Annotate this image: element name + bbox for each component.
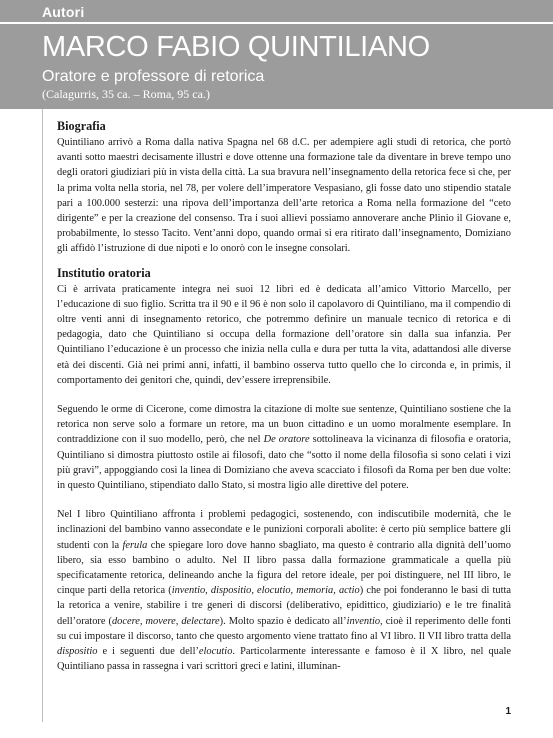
spacer: [57, 257, 511, 265]
institutio-paragraph-2: [57, 402, 511, 493]
institutio-paragraph-3: [57, 507, 511, 674]
page-header: [0, 0, 553, 109]
institutio-heading: Institutio oratoria: [57, 265, 151, 280]
text-run: ) che poi fonderanno le basi di tutta la retorica a venire, stabilire i tre generi di discorsi (deliberativo, epidittico, giudiziario) e le tre finalità dell’oratore (: [57, 585, 511, 627]
page-number: 1: [505, 706, 511, 717]
italic-term-parts: inventio, dispositio, elocutio, memoria, actio: [171, 585, 360, 597]
italic-term-elocutio: elocutio: [198, 646, 233, 658]
margin-rule: [42, 109, 43, 722]
spacer: [57, 388, 511, 402]
text-run: che spiegare loro dove hanno sbagliato, ma questo è contrario alla dignità dell’uomo libero, sia esso bambino o adulto. Nel II libro passa dalla formazione grammaticale a quella più specificatamente retorica, delineando anche la figura del retore ideale, per poi distinguere, nel III libro, le cinque parti della retorica (: [57, 539, 512, 597]
text-run: sottolineava la vicinanza di filosofia e oratoria, Quintiliano si dimostra piuttosto ostile ai filosofi, dato che “sotto il nome della filosofia si sono celati i vizi più gravi”, appoggiando così la linea di Domiziano che aveva scacciato i filosofi da Roma per ben due volte: in questo Quintiliano, stipendiato dallo Stato, si mostra ligio alle direttive del potere.: [57, 434, 511, 492]
author-subtitle: Oratore e professore di retorica: [42, 68, 265, 85]
biografia-paragraph: Quintiliano arrivò a Roma dalla nativa Spagna nel 68 d.C. per adempiere agli studi di retorica, che portò avanti sotto maestri decisamente illustri e dove ottenne una formazione tale da diventare in breve tempo uno degli oratori giudiziari più in vista della città. La sua bravura nell’insegnamento della retorica fece sì che, per la prima volta nella storia, nel 78, per volere dell’imperatore Vespasiano, gli fosse dato uno stipendio statale pari a 100.000 sesterzi: una ripova dell’importanza dell’arte retorica a Roma nella formazione del “ceto dirigente” e per la creazione del consenso. Tra i suoi allievi possiamo annoverare anche Plinio il Giovane e, probabilmente, lo stesso Tacito. Vent’anni dopo, quando ormai si era ritirato dall’insegnamento, Domiziano gli affidò l’istruzione di due nipoti e lo onorò con le insegne consolari.: [57, 137, 511, 255]
institutio-paragraph-1: Ci è arrivata praticamente integra nei suoi 12 libri ed è dedicata all’amico Vittorio Marcello, per l’educazione di suo figlio. Scritta tra il 90 e il 96 è non solo il capolavoro di Quintiliano, ma il compendio di oltre venti anni di insegnamento retorico, che potremmo definire un manuale tecnico di retorica e di pedagogia, dato che Quintiliano si occupa della formazione dell’oratore sin dalla sua infanzia. Per Quintiliano l’educazione è un processo che inizia nella culla e dura per tutta la vita, adattandosi alle diverse età dei discenti. Già nei primi anni, infatti, il bambino osserva tutto quello che lo circonda e, in primis, il comportamento dei genitori che, quindi, dev’essere irreprensibile.: [57, 283, 511, 386]
article-body: [57, 118, 511, 675]
italic-term-ferula: ferula: [122, 539, 148, 551]
text-run: , cioè il reperimento delle fonti su cui impostare il discorso, tanto che questo argomento viene trattato fino al VI libro. Il VII libro tratta della: [57, 615, 511, 642]
italic-term-dispositio: dispositio: [57, 646, 98, 658]
text-run: Seguendo le orme di Cicerone, come dimostra la citazione di molte sue sentenze, Quintiliano sostiene che la retorica non serve solo a formare un retore, ma un buon cittadino e un uomo moralmente esemplare. In contraddizione con il suo modello, però, che nel: [57, 404, 511, 446]
section-label: Autori: [42, 4, 85, 20]
text-run: ). Molto spazio è dedicato all’: [219, 615, 347, 627]
author-title: MARCO FABIO QUINTILIANO: [42, 31, 430, 63]
text-run: e i seguenti due dell’: [97, 646, 199, 658]
italic-title-de-oratore: De oratore: [263, 434, 310, 446]
text-run: Nel I libro Quintiliano affronta i problemi pedagogici, sostenendo, con indiscutibile modernità, che le inclinazioni del bambino vanno assecondate e le punizioni corporali abolite: è certo più semplice battere gli studenti con la: [57, 509, 511, 551]
italic-term-inventio: inventio: [346, 615, 381, 627]
spacer: [57, 493, 511, 507]
italic-term-finalita: docere, movere, delectare: [111, 615, 220, 627]
header-divider: [0, 22, 553, 24]
author-dates: (Calagurris, 35 ca. – Roma, 95 ca.): [42, 87, 210, 101]
text-run: . Particolarmente interessante e famoso è il X libro, nel quale Quintiliano passa in rassegna i vari scrittori greci e latini, illuminan-: [57, 646, 511, 673]
biografia-heading: Biografia: [57, 119, 106, 133]
